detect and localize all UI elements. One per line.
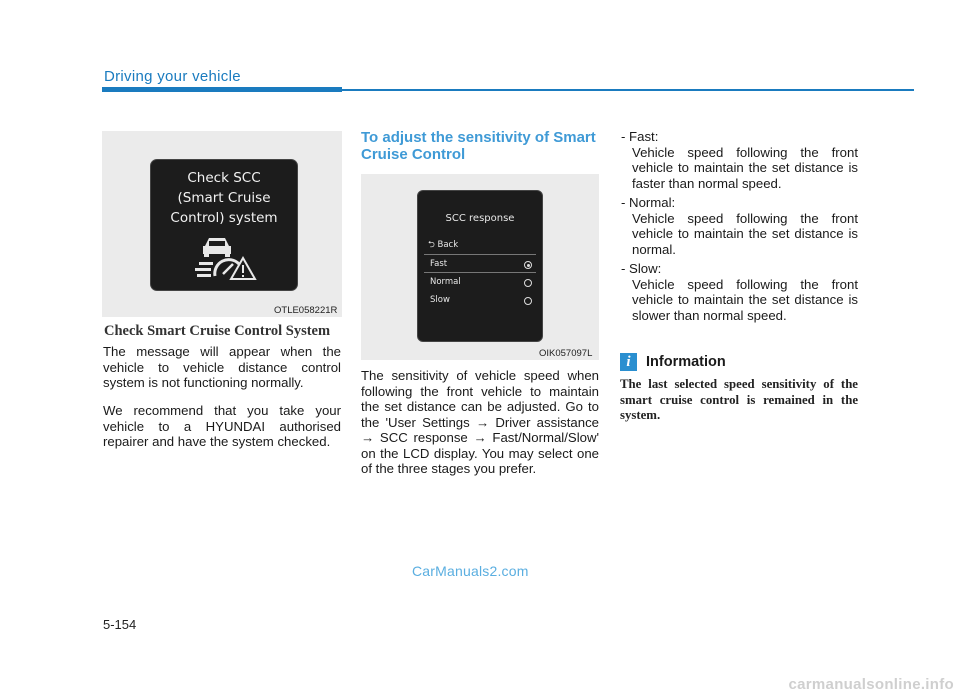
figure-code: OIK057097L (539, 348, 593, 359)
back-arrow-icon: ⮌ (428, 240, 435, 250)
footer-watermark: carmanualsonline.info (788, 676, 954, 693)
information-body: The last selected speed sensitivity of the smart cruise control is remained in the system. (620, 377, 858, 422)
header-rule-thick (102, 87, 342, 92)
menu-divider (424, 272, 536, 273)
information-title: Information (646, 354, 726, 370)
figure-code: OTLE058221R (274, 305, 338, 316)
option-normal: Normal (430, 277, 461, 287)
radio-empty-icon (524, 279, 532, 287)
list-item (618, 195, 858, 257)
sensitivity-heading: To adjust the sensitivity of Smart Cruise Control (361, 129, 596, 163)
back-label: Back (437, 240, 459, 250)
list-item-label: - Slow: (621, 261, 662, 276)
list-item (618, 261, 858, 323)
lcd-screen (417, 190, 543, 342)
list-item-label: - Normal: (621, 195, 676, 210)
option-slow: Slow (430, 295, 450, 305)
list-item-label: - Fast: (621, 129, 659, 144)
header-rule-thin (342, 89, 914, 91)
response-options-list (618, 129, 858, 327)
scc-warning-icon (195, 234, 257, 280)
screen-title: SCC response (445, 213, 515, 224)
cluster-message-line: (Smart Cruise (177, 190, 271, 206)
paragraph: The sensitivity of vehicle speed when following the front vehicle to maintain the set distance can be adjusted. Go to the 'User Settings → Driver assistance → SCC response → Fast/Normal/Slow' on the LCD display. You may select one of the three stages you prefer. (361, 368, 599, 476)
cluster-screen (150, 159, 298, 291)
list-item-desc: Vehicle speed following the front vehicle to maintain the set distance is normal. (632, 210, 858, 257)
cluster-message-line: Check SCC (187, 170, 261, 186)
page-number: 5-154 (103, 617, 137, 632)
cluster-message (151, 168, 297, 228)
check-scc-heading: Check Smart Cruise Control System (104, 323, 331, 339)
paragraph: We recommend that you take your vehicle to a HYUNDAI authorised repairer and have the system checked. (103, 403, 341, 449)
radio-empty-icon (524, 297, 532, 305)
check-scc-figure (102, 131, 342, 317)
paragraph: The message will appear when the vehicle to vehicle distance control system is not functioning normally. (103, 344, 341, 390)
menu-divider (424, 254, 536, 255)
watermark-link[interactable]: CarManuals2.com (412, 563, 529, 579)
back-menu-item (428, 239, 458, 253)
scc-response-figure (361, 174, 599, 360)
option-fast: Fast (430, 259, 448, 269)
list-item (618, 129, 858, 191)
list-item-desc: Vehicle speed following the front vehicle to maintain the set distance is slower than normal speed. (632, 276, 858, 323)
info-icon: i (620, 353, 637, 371)
section-header-title: Driving your vehicle (104, 68, 241, 85)
list-item-desc: Vehicle speed following the front vehicle to maintain the set distance is faster than normal speed. (632, 144, 858, 191)
radio-selected-icon (524, 261, 532, 269)
cluster-message-line: Control) system (170, 210, 278, 226)
